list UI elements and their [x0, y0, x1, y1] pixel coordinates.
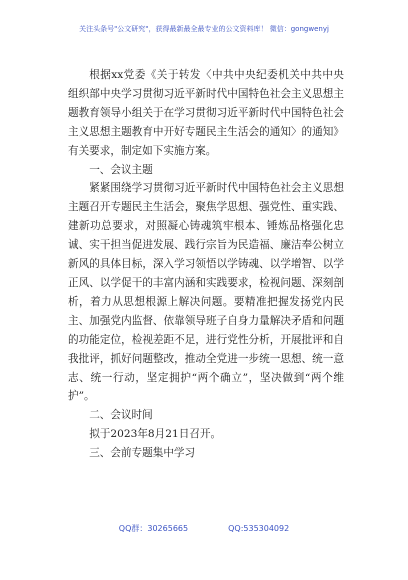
section-3-title: 三、会前专题集中学习	[89, 447, 196, 460]
section-1-text: 紧紧围绕学习贯彻习近平新时代中国特色社会主义思想主题召开专题民主生活会，聚焦学思想、强党性、重实践、建新功总要求，对照凝心铸魂筑牢根本、锤炼品格强化忠诚、实干担当促进发展、践行宗旨为民造福、廉洁奉公树立新风的具体目标，深入学习领悟以学铸魂、以学增智、以学正风、以学促干的丰富内涵和实践要求，检视问题、深刻剖析，着力从思想根源上解决问题。要精准把握发扬党内民主、加强党内监督、依靠领导班子自身力量解决矛盾和问题的功能定位，检视差距不足，进行党性分析，开展批评和自我批评，抓好问题整改，推动全党进一步统一思想、统一意志、统一行动，坚定拥护“两个确立”，坚决做到“两个维护”。	[68, 182, 344, 403]
section-2-text: 拟于2023年8月21日召开。	[89, 428, 222, 441]
footer-qq: QQ:535304092	[228, 524, 290, 533]
footer-qq-group: QQ群：30265665	[118, 524, 189, 533]
footer-contacts	[0, 523, 408, 534]
header-banner: 关注头条号"公文研究"，获得最新最全最专业的公文资料库！ 微信：gongwenyj	[79, 25, 329, 33]
section-1-title: 一、会议主题	[89, 163, 153, 176]
section-2-title: 二、会议时间	[89, 409, 153, 422]
document-body	[68, 66, 344, 463]
intro-paragraph: 根据xx党委《关于转发〈中共中央纪委机关中共中央组织部中央学习贯彻习近平新时代中国特色社会主义思想主题教育领导小组关于在学习贯彻习近平新时代中国特色社会主义思想主题教育中开好专题民主生活会的通知〉的通知》有关要求，制定如下实施方案。	[68, 69, 344, 157]
